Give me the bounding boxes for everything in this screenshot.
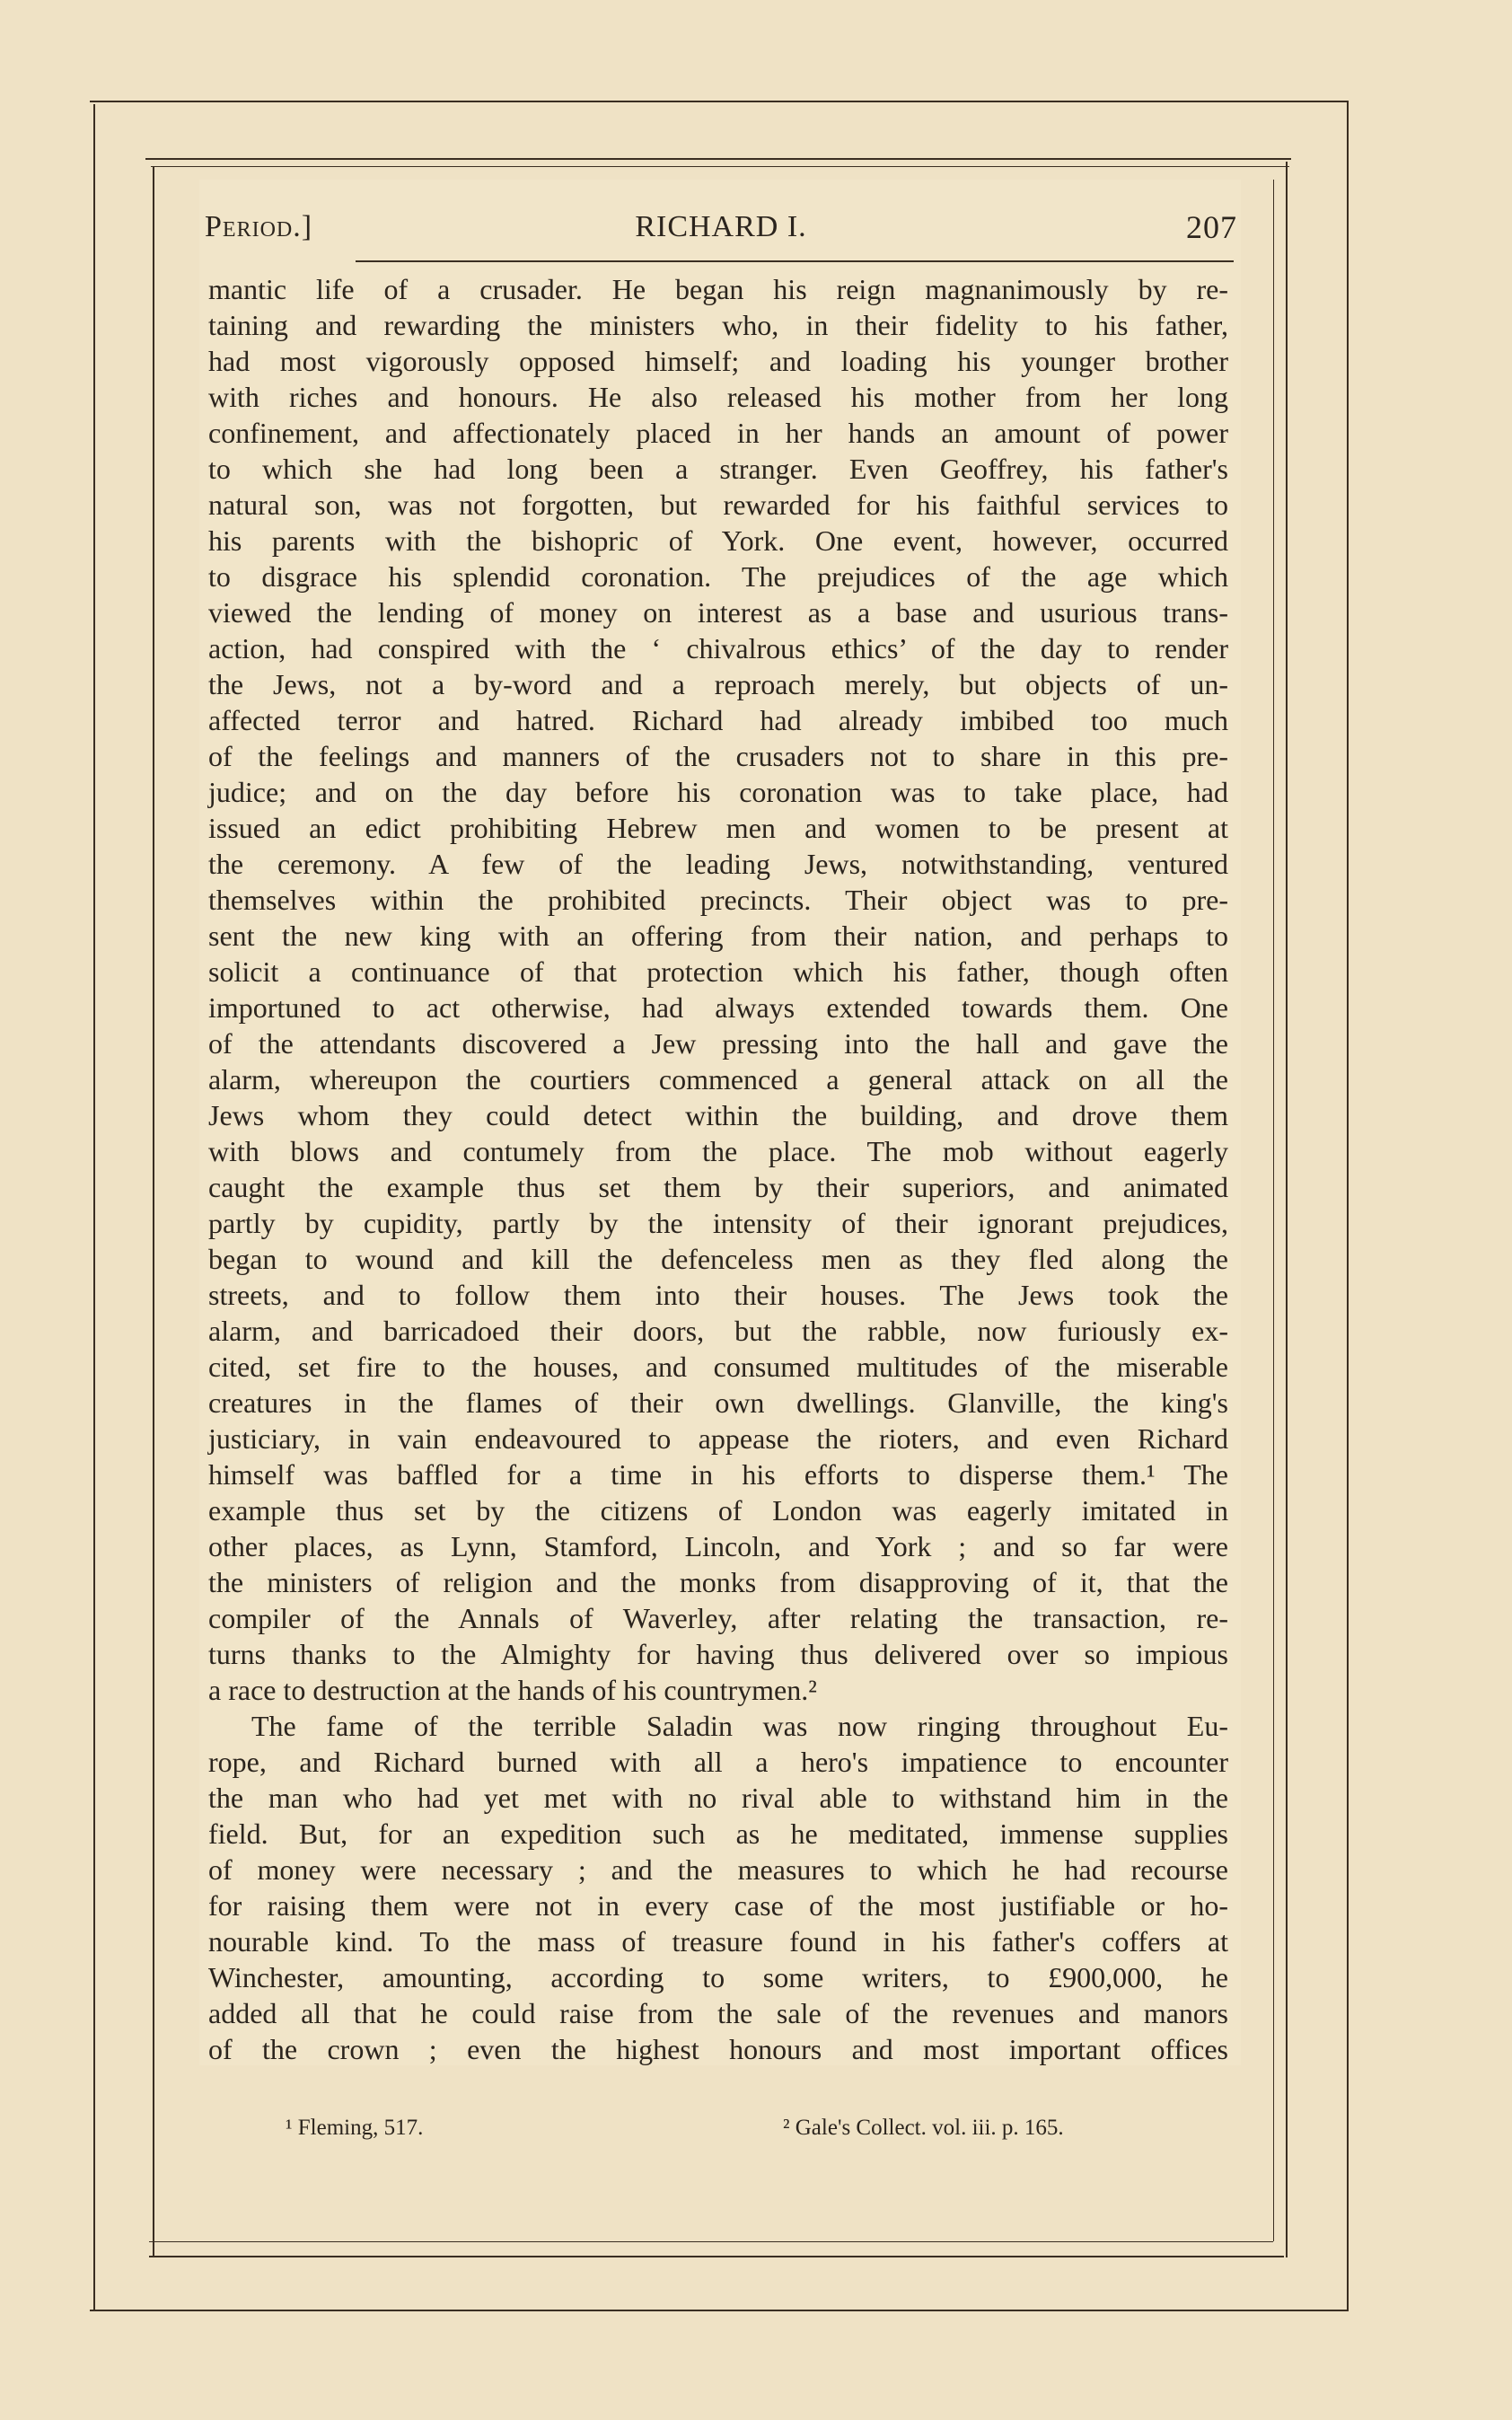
text-line: sent the new king with an offering from their nation, and perhaps to [208,920,1228,952]
body-text [208,271,1228,2067]
text-line: the ministers of religion and the monks from disapproving of it, that the [208,1566,1228,1598]
running-header [205,205,1237,250]
outer-bottom-rule [90,2310,1349,2311]
text-line: alarm, whereupon the courtiers commenced a general attack on all the [208,1063,1228,1096]
text-line: cited, set fire to the houses, and consumed multitudes of the miserable [208,1351,1228,1383]
text-line: mantic life of a crusader. He began his reign magnanimously by re- [208,273,1228,305]
text-line: creatures in the flames of their own dwellings. Glanville, the king's [208,1386,1228,1419]
text-line: nourable kind. To the mass of treasure found in his father's coffers at [208,1925,1228,1958]
inner-top-rule [145,158,1291,160]
text-line: issued an edict prohibiting Hebrew men and women to be present at [208,812,1228,844]
header-rule [356,260,1234,262]
text-line: caught the example thus set them by their superiors, and animated [208,1171,1228,1203]
text-line: compiler of the Annals of Waverley, after relating the transaction, re- [208,1602,1228,1634]
text-line: with blows and contumely from the place. The mob without eagerly [208,1135,1228,1167]
inner-left-rule [153,167,154,2256]
outer-left-rule [93,104,95,2310]
text-line: natural son, was not forgotten, but rewarded for his faithful services to [208,488,1228,521]
text-line: taining and rewarding the ministers who, in their fidelity to his father, [208,309,1228,341]
inner-right-rule-2 [1273,180,1274,2241]
text-line: of the feelings and manners of the crusaders not to share in this pre- [208,740,1228,772]
text-line: Jews whom they could detect within the building, and drove them [208,1099,1228,1131]
paragraph-2 [208,1708,1228,2067]
page-number: 207 [1186,209,1237,245]
outer-right-rule [1347,102,1349,2311]
inner-bottom-rule [149,2256,1284,2257]
text-line: streets, and to follow them into their houses. The Jews took the [208,1279,1228,1311]
inner-right-rule [1286,162,1288,2257]
inner-top-rule-2 [151,166,1289,167]
text-line: the ceremony. A few of the leading Jews, notwithstanding, ventured [208,848,1228,880]
text-line: himself was baffled for a time in his efforts to disperse them.¹ The [208,1458,1228,1491]
text-line: confinement, and affectionately placed in her hands an amount of power [208,417,1228,449]
text-line: alarm, and barricadoed their doors, but the rabble, now furiously ex- [208,1315,1228,1347]
text-line: justiciary, in vain endeavoured to appease the rioters, and even Richard [208,1422,1228,1455]
text-line: his parents with the bishopric of York. One event, however, occurred [208,524,1228,557]
inner-bottom-rule-2 [149,2241,1273,2242]
footnote-2: ² Gale's Collect. vol. iii. p. 165. [783,2116,1064,2140]
header-section: Period.] [205,210,313,243]
text-line: of the crown ; even the highest honours and most important offices [208,2033,1228,2065]
text-line: judice; and on the day before his coronation was to take place, had [208,776,1228,808]
text-line: The fame of the terrible Saladin was now ringing throughout Eu- [251,1710,1228,1742]
text-line: had most vigorously opposed himself; and loading his younger brother [208,345,1228,377]
text-line: added all that he could raise from the sale of the revenues and manors [208,1997,1228,2029]
text-line: the man who had yet met with no rival able to withstand him in the [208,1782,1228,1814]
text-line: field. But, for an expedition such as he meditated, immense supplies [208,1817,1228,1850]
text-line: partly by cupidity, partly by the intensity of their ignorant prejudices, [208,1207,1228,1239]
text-line: Winchester, amounting, according to some writers, to £900,000, he [208,1961,1228,1993]
footnotes [208,2116,1228,2152]
text-line: importuned to act otherwise, had always extended towards them. One [208,991,1228,1024]
paragraph-1 [208,271,1228,1708]
text-line: with riches and honours. He also released his mother from her long [208,381,1228,413]
text-line: viewed the lending of money on interest as a base and usurious trans- [208,596,1228,629]
footnote-1: ¹ Fleming, 517. [286,2116,424,2140]
text-line: themselves within the prohibited precincts. Their object was to pre- [208,884,1228,916]
text-line: rope, and Richard burned with all a hero's impatience to encounter [208,1746,1228,1778]
text-line: turns thanks to the Almighty for having thus delivered over so impious [208,1638,1228,1670]
text-line: to disgrace his splendid coronation. The prejudices of the age which [208,560,1228,593]
text-line: example thus set by the citizens of London was eagerly imitated in [208,1494,1228,1527]
text-line: a race to destruction at the hands of his countrymen.² [208,1674,817,1706]
text-line: to which she had long been a stranger. Even Geoffrey, his father's [208,453,1228,485]
text-line: of the attendants discovered a Jew pressing into the hall and gave the [208,1027,1228,1060]
text-line: affected terror and hatred. Richard had already imbibed too much [208,704,1228,736]
text-line: other places, as Lynn, Stamford, Lincoln, and York ; and so far were [208,1530,1228,1562]
text-line: solicit a continuance of that protection which his father, though often [208,955,1228,988]
outer-top-rule [90,101,1349,102]
header-title: RICHARD I. [635,210,807,243]
text-line: for raising them were not in every case of the most justifiable or ho- [208,1889,1228,1922]
text-line: action, had conspired with the ‘ chivalrous ethics’ of the day to render [208,632,1228,664]
text-line: the Jews, not a by-word and a reproach merely, but objects of un- [208,668,1228,700]
text-line: of money were necessary ; and the measures to which he had recourse [208,1853,1228,1886]
text-line: began to wound and kill the defenceless men as they fled along the [208,1243,1228,1275]
